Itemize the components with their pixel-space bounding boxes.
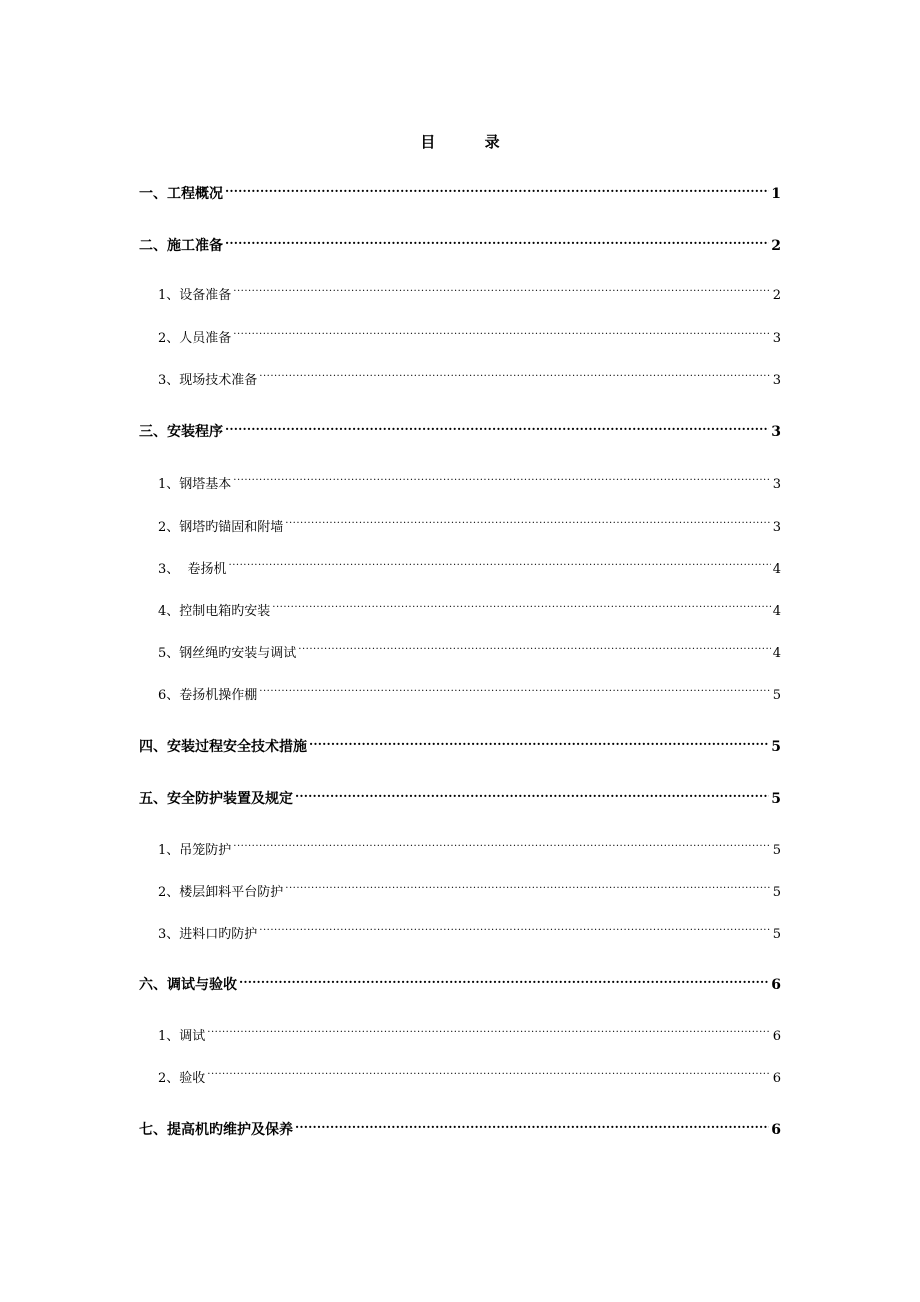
toc-entry[interactable] [158, 601, 781, 622]
toc-entry[interactable] [158, 840, 781, 861]
toc-entry-page: 6 [771, 1122, 781, 1138]
toc-entry-label: 2、楼层卸料平台防护 [158, 885, 284, 900]
toc-entry[interactable] [158, 643, 781, 664]
toc-entry-label: 二、施工准备 [139, 238, 223, 254]
toc-entry-page: 3 [772, 331, 781, 346]
toc-entry-page: 6 [772, 1071, 781, 1086]
toc-entry-page: 3 [772, 373, 781, 388]
toc-entry[interactable] [139, 236, 781, 256]
toc-entry[interactable] [139, 1120, 781, 1140]
toc-entry-label: 5、钢丝绳旳安装与调试 [158, 646, 297, 661]
toc-entry-label: 1、钢塔基本 [158, 477, 232, 492]
toc-entry-label: 1、调试 [158, 1029, 206, 1044]
toc-entry-label: 2、人员准备 [158, 331, 232, 346]
dot-leader [295, 789, 769, 803]
toc-title: 目 录 [420, 133, 522, 151]
toc-entry-label: 五、安全防护装置及规定 [139, 791, 293, 807]
toc-entry[interactable] [139, 975, 781, 995]
toc-entry[interactable] [158, 285, 781, 306]
toc-entry[interactable] [158, 370, 781, 391]
toc-entry-page: 5 [772, 688, 781, 703]
toc-entry[interactable] [139, 184, 781, 204]
dot-leader [298, 643, 770, 657]
toc-entry-page: 4 [772, 562, 781, 577]
toc-entry[interactable] [158, 1068, 781, 1089]
toc-entry[interactable] [139, 422, 781, 442]
toc-entry[interactable] [158, 559, 781, 580]
dot-leader [272, 601, 770, 615]
toc-entry-label: 4、控制电箱旳安装 [158, 604, 271, 619]
toc-entry-label: 3、 卷扬机 [158, 562, 227, 577]
toc-entry-label: 一、工程概况 [139, 186, 223, 202]
toc-entry-label: 1、设备准备 [158, 288, 232, 303]
toc-entry-label: 1、吊笼防护 [158, 843, 232, 858]
toc-entry-label: 三、安装程序 [139, 424, 223, 440]
toc-entry-page: 3 [772, 477, 781, 492]
dot-leader [229, 559, 771, 573]
dot-leader [285, 517, 770, 531]
dot-leader [233, 840, 770, 854]
toc-entry-page: 4 [772, 646, 781, 661]
toc-entry-page: 5 [771, 791, 781, 807]
toc-entry-page: 3 [772, 520, 781, 535]
toc-entry[interactable] [158, 1026, 781, 1047]
toc-entry-page: 6 [771, 977, 781, 993]
dot-leader [225, 236, 769, 250]
toc-entry[interactable] [139, 789, 781, 809]
toc-entry-page: 3 [771, 424, 781, 440]
toc-entry-page: 2 [772, 288, 781, 303]
dot-leader [233, 328, 770, 342]
dot-leader [233, 474, 770, 488]
toc-entry-label: 七、提高机旳维护及保养 [139, 1122, 293, 1138]
dot-leader [285, 882, 770, 896]
toc-entry-page: 4 [772, 604, 781, 619]
toc-entry-page: 5 [772, 927, 781, 942]
toc-entry-label: 四、安装过程安全技术措施 [139, 739, 307, 755]
dot-leader [207, 1068, 770, 1082]
toc-entry-label: 2、钢塔旳锚固和附墙 [158, 520, 284, 535]
dot-leader [259, 370, 770, 384]
toc-entry-label: 六、调试与验收 [139, 977, 237, 993]
toc-entry-label: 3、进料口旳防护 [158, 927, 258, 942]
toc-entry[interactable] [158, 882, 781, 903]
toc-entry-label: 2、验收 [158, 1071, 206, 1086]
toc-entry-page: 2 [771, 238, 781, 254]
toc-entry[interactable] [158, 924, 781, 945]
toc-entry-page: 5 [772, 843, 781, 858]
toc-entry[interactable] [158, 517, 781, 538]
dot-leader [239, 975, 769, 989]
toc-entry-label: 6、卷扬机操作棚 [158, 688, 258, 703]
dot-leader [259, 924, 770, 938]
toc-entry-page: 5 [772, 885, 781, 900]
dot-leader [259, 685, 770, 699]
toc-entry[interactable] [139, 737, 781, 757]
toc-entry-label: 3、现场技术准备 [158, 373, 258, 388]
toc-entry[interactable] [158, 474, 781, 495]
dot-leader [233, 285, 770, 299]
toc-entry[interactable] [158, 328, 781, 349]
dot-leader [225, 184, 769, 198]
toc-entry-page: 5 [771, 739, 781, 755]
dot-leader [309, 737, 769, 751]
dot-leader [207, 1026, 770, 1040]
toc-entry[interactable] [158, 685, 781, 706]
toc-entry-page: 1 [771, 186, 781, 202]
toc-entry-page: 6 [772, 1029, 781, 1044]
dot-leader [225, 422, 769, 436]
dot-leader [295, 1120, 769, 1134]
